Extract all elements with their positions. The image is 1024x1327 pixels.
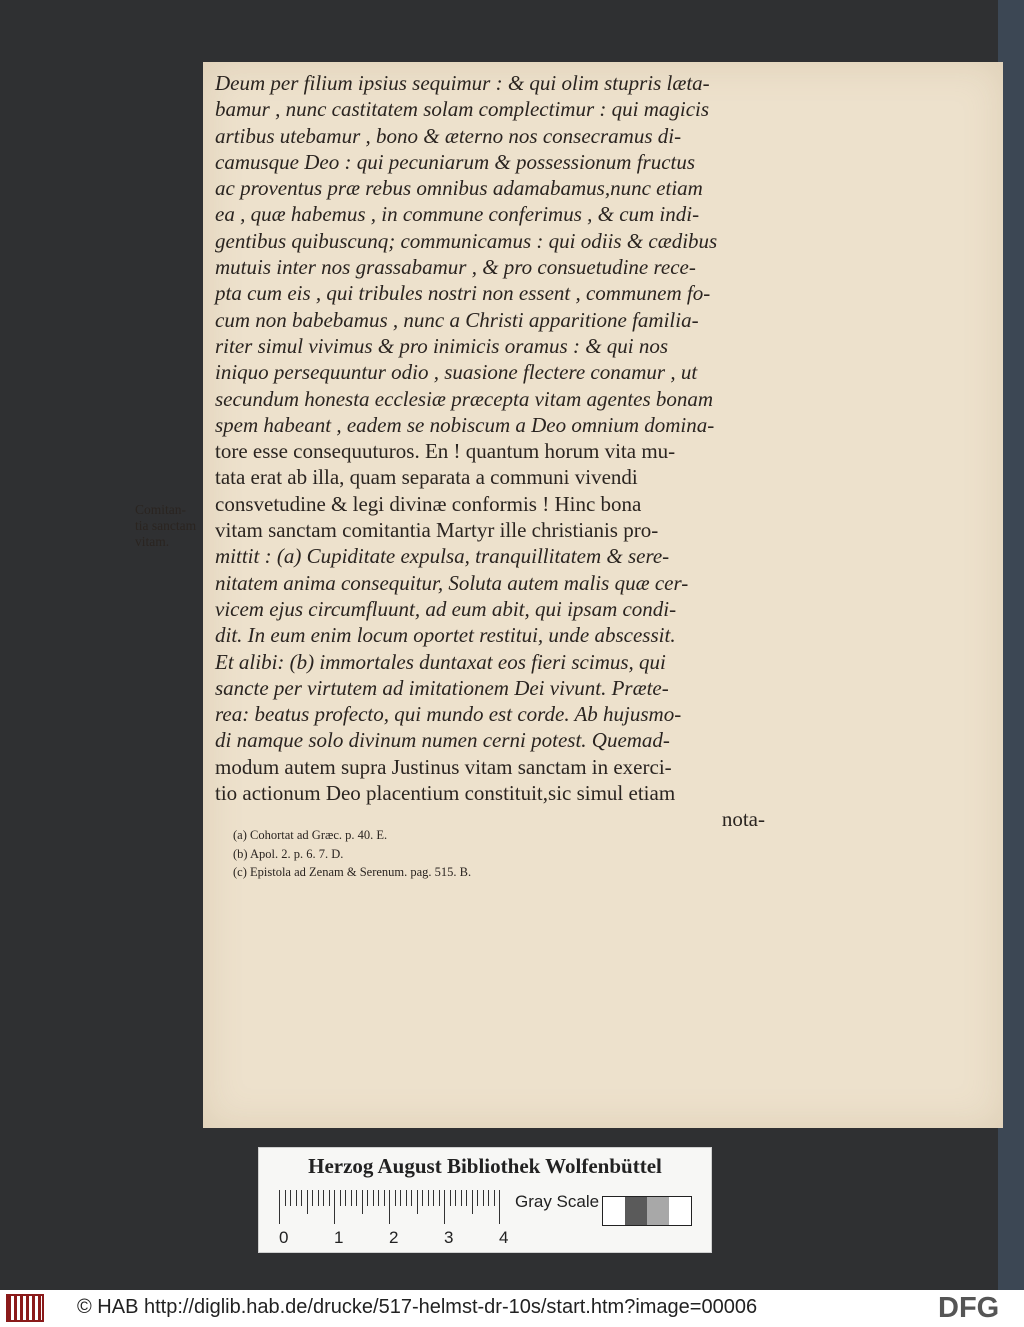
text-line: di namque solo divinum numen cerni potest. Quemad- [215,728,670,753]
ruler-tick [290,1190,291,1206]
text-line: secundum honesta ecclesiæ præcepta vitam agentes bonam [215,386,714,411]
ruler-tick [428,1190,429,1206]
ruler-ticks [279,1190,519,1224]
ruler-tick [279,1190,280,1224]
text-line: Et alibi: (b) immortales duntaxat eos fieri scimus, qui [215,649,666,674]
text-line: rea: beatus profecto, qui mundo est corde. Ab hujusmo- [215,702,682,727]
scale-card [258,1147,712,1253]
ruler-tick [373,1190,374,1206]
ruler-number: 1 [334,1228,344,1247]
ruler-tick [488,1190,489,1206]
text-line: sancte per virtutem ad imitationem Dei vivunt. Præte- [215,675,669,700]
footnote: (a) Cohortat ad Græc. p. 40. E. [233,828,388,842]
ruler-tick [378,1190,379,1206]
ruler-number: 4 [499,1228,509,1247]
text-line: consvetudine & legi divinæ conformis ! Hinc bona [215,491,642,516]
gray-swatch [647,1197,669,1225]
gray-swatch [603,1197,625,1225]
ruler-tick [406,1190,407,1206]
margin-note-line: tia sanctam [135,518,197,533]
ruler-tick [417,1190,418,1214]
ruler-tick [461,1190,462,1206]
ruler-number: 2 [389,1228,399,1247]
ruler-tick [450,1190,451,1206]
ruler-tick [422,1190,423,1206]
gray-swatch [625,1197,647,1225]
dfg-logo: DFG [938,1292,1000,1324]
source-url[interactable]: © HAB http://diglib.hab.de/drucke/517-helmst-dr-10s/start.htm?image=00006 [77,1296,758,1318]
ruler-tick [367,1190,368,1206]
gray-swatch [669,1197,691,1225]
text-line: artibus utebamur , bono & æterno nos consecramus di- [215,123,682,148]
ruler-tick [444,1190,445,1224]
margin-note-line: vitam. [135,534,170,549]
page-body-text [215,70,765,833]
text-line: dit. In eum enim locum oportet restitui, unde abscessit. [215,623,676,648]
ruler-tick [323,1190,324,1206]
ruler-number: 3 [444,1228,454,1247]
text-line: iniquo persequuntur odio , suasione flectere conamur , ut [215,360,698,385]
text-line: vitam sanctam comitantia Martyr ille christianis pro- [215,518,659,543]
ruler-tick [455,1190,456,1206]
text-line: spem habeant , eadem se nobiscum a Deo omnium domina- [215,412,715,437]
ruler-tick [329,1190,330,1206]
library-title: Herzog August Bibliothek Wolfenbüttel [308,1154,662,1178]
ruler-tick [362,1190,363,1214]
ruler-tick [439,1190,440,1206]
footnote: (c) Epistola ad Zenam & Serenum. pag. 515. B. [233,865,472,879]
ruler-tick [411,1190,412,1206]
ruler-tick [356,1190,357,1206]
ruler-number: 0 [279,1228,289,1247]
ruler-tick [400,1190,401,1206]
footnotes [233,826,753,882]
text-line: Deum per filium ipsius sequimur : & qui olim stupris læta- [215,71,710,95]
ruler-tick [494,1190,495,1206]
ruler-tick [285,1190,286,1206]
hab-logo-icon [6,1294,44,1322]
ruler-tick [312,1190,313,1206]
margin-note-line: Comitan- [135,502,186,517]
text-line: mutuis inter nos grassabamur , & pro consuetudine rece- [215,255,696,280]
text-line: pta cum eis , qui tribules nostri non essent , communem fo- [215,281,711,306]
text-line: mittit : (a) Cupiditate expulsa, tranquillitatem & sere- [215,544,670,569]
text-line: tata erat ab illa, quam separata a communi vivendi [215,465,638,490]
ruler-tick [351,1190,352,1206]
ruler-tick [395,1190,396,1206]
ruler-tick [345,1190,346,1206]
ruler-tick [477,1190,478,1206]
text-line: nota- [721,807,765,832]
text-line: vicem ejus circumfluunt, ad eum abit, qui ipsam condi- [215,596,677,621]
ruler-tick [301,1190,302,1206]
ruler-tick [389,1190,390,1224]
text-line: modum autem supra Justinus vitam sanctam in exerci- [215,754,672,779]
ruler-tick [499,1190,500,1224]
footer-bar [0,1290,1024,1327]
ruler-tick [318,1190,319,1206]
margin-note [135,502,205,550]
ruler-tick [296,1190,297,1206]
ruler-tick [466,1190,467,1206]
text-line: camusque Deo : qui pecuniarum & possessionum fructus [215,149,696,174]
text-line: ea , quæ habemus , in commune conferimus , & cum indi- [215,202,700,227]
text-line: ac proventus præ rebus omnibus adamabamus,nunc etiam [215,176,703,201]
text-line: nitatem anima consequitur, Soluta autem malis quæ cer- [215,570,689,595]
gray-scale-swatches [602,1196,692,1226]
text-line: riter simul vivimus & pro inimicis oramus : & qui nos [215,333,669,358]
ruler-tick [334,1190,335,1224]
footnote: (b) Apol. 2. p. 6. 7. D. [233,846,344,861]
ruler-tick [307,1190,308,1214]
ruler-tick [340,1190,341,1206]
text-line: cum non babebamus , nunc a Christi apparitione familia- [215,307,699,332]
ruler-tick [384,1190,385,1206]
ruler-tick [472,1190,473,1214]
text-line: gentibus quibuscunq; communicamus : qui odiis & cædibus [215,228,718,253]
ruler-tick [483,1190,484,1206]
ruler-tick [433,1190,434,1206]
gray-scale-label: Gray Scale [515,1192,600,1211]
text-line: tore esse consequuturos. En ! quantum horum vita mu- [215,439,676,464]
text-line: bamur , nunc castitatem solam complectimur : qui magicis [215,97,710,122]
text-line: tio actionum Deo placentium constituit,sic simul etiam [215,781,676,806]
